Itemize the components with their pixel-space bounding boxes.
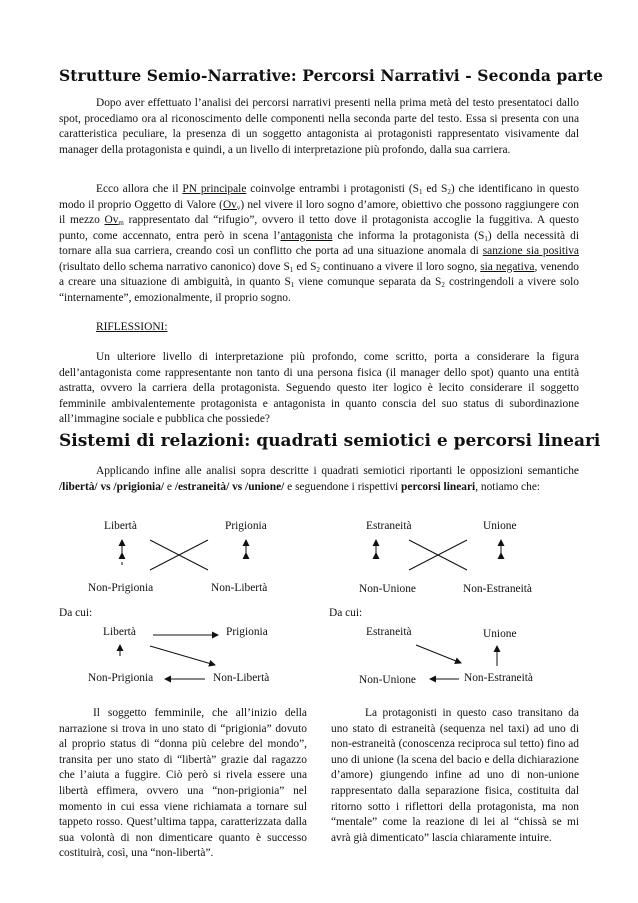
- column-right-text: La protagonisti in questo caso transitano da uno stato di estraneità (sequenza nel taxi) ad uno di non-estraneità (conoscenza reciproca sul tetto) fino ad uno di unione (la scena del bacio e della dichiarazione d’amore) giungendo infine ad uno di non-unione rappresentato dalla separazione fisica, costituita dal ritorno sotto i riflettori della protagonista, ma non “mentale” come la reazione di lei al “chissà se mi avrà già dimenticato” lascia chiaramente intuire.: [331, 707, 579, 844]
- path2-estraneita: Estraneità: [366, 626, 412, 638]
- square1-prigionia: Prigionia: [225, 520, 267, 532]
- underlined-ov: $Ov_v$: [222, 198, 241, 212]
- path2-diagonal-arrow: [416, 645, 461, 663]
- paragraph-quadrati: Applicando infine alle analisi sopra descritte i quadrati semiotici riportanti le opposizioni semantiche /libertà/ vs /prigionia/ e /estraneità/ vs /unione/ e seguendone i rispettivi percorsi lineari, notiamo che:: [59, 465, 579, 493]
- path1-diagonal-arrow: [150, 646, 215, 665]
- square2-non-estraneita: Non-Estraneità: [463, 583, 532, 595]
- square2-estraneita: Estraneità: [366, 520, 412, 532]
- square1-non-liberta: Non-Libertà: [211, 582, 268, 594]
- square2-non-unione: Non-Unione: [359, 583, 416, 595]
- path2-non-estraneita: Non-Estraneità: [464, 672, 533, 684]
- underlined-pn-principale: PN principale: [182, 183, 247, 195]
- column-left-text: Il soggetto femminile, che all’inizio della narrazione si trova in uno stato di “prigionia” dovuto al proprio status di “donna più celebre del mondo”, transita per uno stato di “libertà” grazie dal ragazzo che l’aiuta a fuggire. Ciò però si rivela essere una libertà effimera, ovvero una “non-prigionia” nel momento in cui essa viene richiamata a tornare sul tappeto rosso. Quest’ultima tappa, caratterizzata dalla sua volontà di non dimenticare quanto è successo costituirà, così, una “non-libertà”.: [59, 707, 307, 860]
- underlined-ovm: $Ov_m$: [104, 214, 124, 227]
- paragraph-riflessioni: Un ulteriore livello di interpretazione più profondo, come scritto, porta a considerare la figura dell’antagonista come rappresentante non tanto di una persona fisica (il manager dello spot) quanto una entità astratta, ovvero la carriera della protagonista. Seguendo questo iter logico è lecito considerare il soggetto femminile ambivalentemente protagonista e antagonista in quanto conscia del suo status di subordinazione all’immagine sociale e pubblica che possiede?: [59, 351, 579, 425]
- paragraph-intro: Dopo aver effettuato l’analisi dei percorsi narrativi presenti nella prima metà del testo presentatoci dallo spot, procediamo ora al riconoscimento delle componenti nella seconda parte del testo. Essa si presenta con una caratteristica peculiare, la presenza di un soggetto antagonista ai protagonisti rappresentato visivamente dal manager della protagonista e quindi, a un livello di interpretazione più profondo, dalla sua carriera.: [59, 97, 579, 156]
- underlined-antagonista: antagonista: [280, 229, 333, 242]
- path2-unione: Unione: [483, 628, 517, 640]
- path2-non-unione: Non-Unione: [359, 674, 416, 686]
- da-cui-label-left: Da cui:: [59, 607, 93, 619]
- paragraph-pn-principale: Ecco allora che il PN principale coinvolge entrambi i protagonisti ($S_1$ ed $S_2$) che identificano in questo modo il proprio Oggetto di Valore $(Ov_v)$ nel vivere il loro sogno d’amore, obiettivo che possono raggiungere con il mezzo $Ov_m$ rappresentato dal “rifugio”, ovvero il tetto dove il protagonista accoglie la fuggitiva. A questo punto, come accennato, entra però in scena l’antagonista che informa la protagonista $(S_1)$ della necessità di tornare alla sua carriera, creando così un conflitto che porta ad una situazione anomala di sanzione sia positiva (risultato dello schema narrativo canonico) dove $S_1$ ed $S_2$ continuano a vivere il loro sogno, sia negativa, venendo a creare una situazione di ambiguità, in quanto $S_1$ viene comunque separata da $S_2$ costringendoli a vivere solo “internamente”, emozionalmente, il proprio sogno.: [59, 183, 580, 304]
- section-heading-percorsi-narrativi: Strutture Semio-Narrative: Percorsi Narrativi - Seconda parte: [59, 66, 604, 85]
- square1-liberta: Libertà: [104, 520, 137, 532]
- riflessioni-label: RIFLESSIONI:: [96, 321, 168, 333]
- square1-non-prigionia: Non-Prigionia: [88, 582, 154, 594]
- path1-liberta: Libertà: [103, 626, 136, 638]
- underlined-sanzione-positiva: sanzione sia positiva: [482, 245, 579, 257]
- path1-non-prigionia: Non-Prigionia: [88, 672, 154, 684]
- square2-unione: Unione: [483, 520, 517, 532]
- path1-non-liberta: Non-Libertà: [213, 672, 270, 684]
- da-cui-label-right: Da cui:: [329, 607, 363, 619]
- section-heading-sistemi-relazioni: Sistemi di relazioni: quadrati semiotici e percorsi lineari: [59, 431, 601, 451]
- path1-prigionia: Prigionia: [226, 626, 268, 638]
- underlined-sia-negativa: sia negativa: [480, 260, 535, 273]
